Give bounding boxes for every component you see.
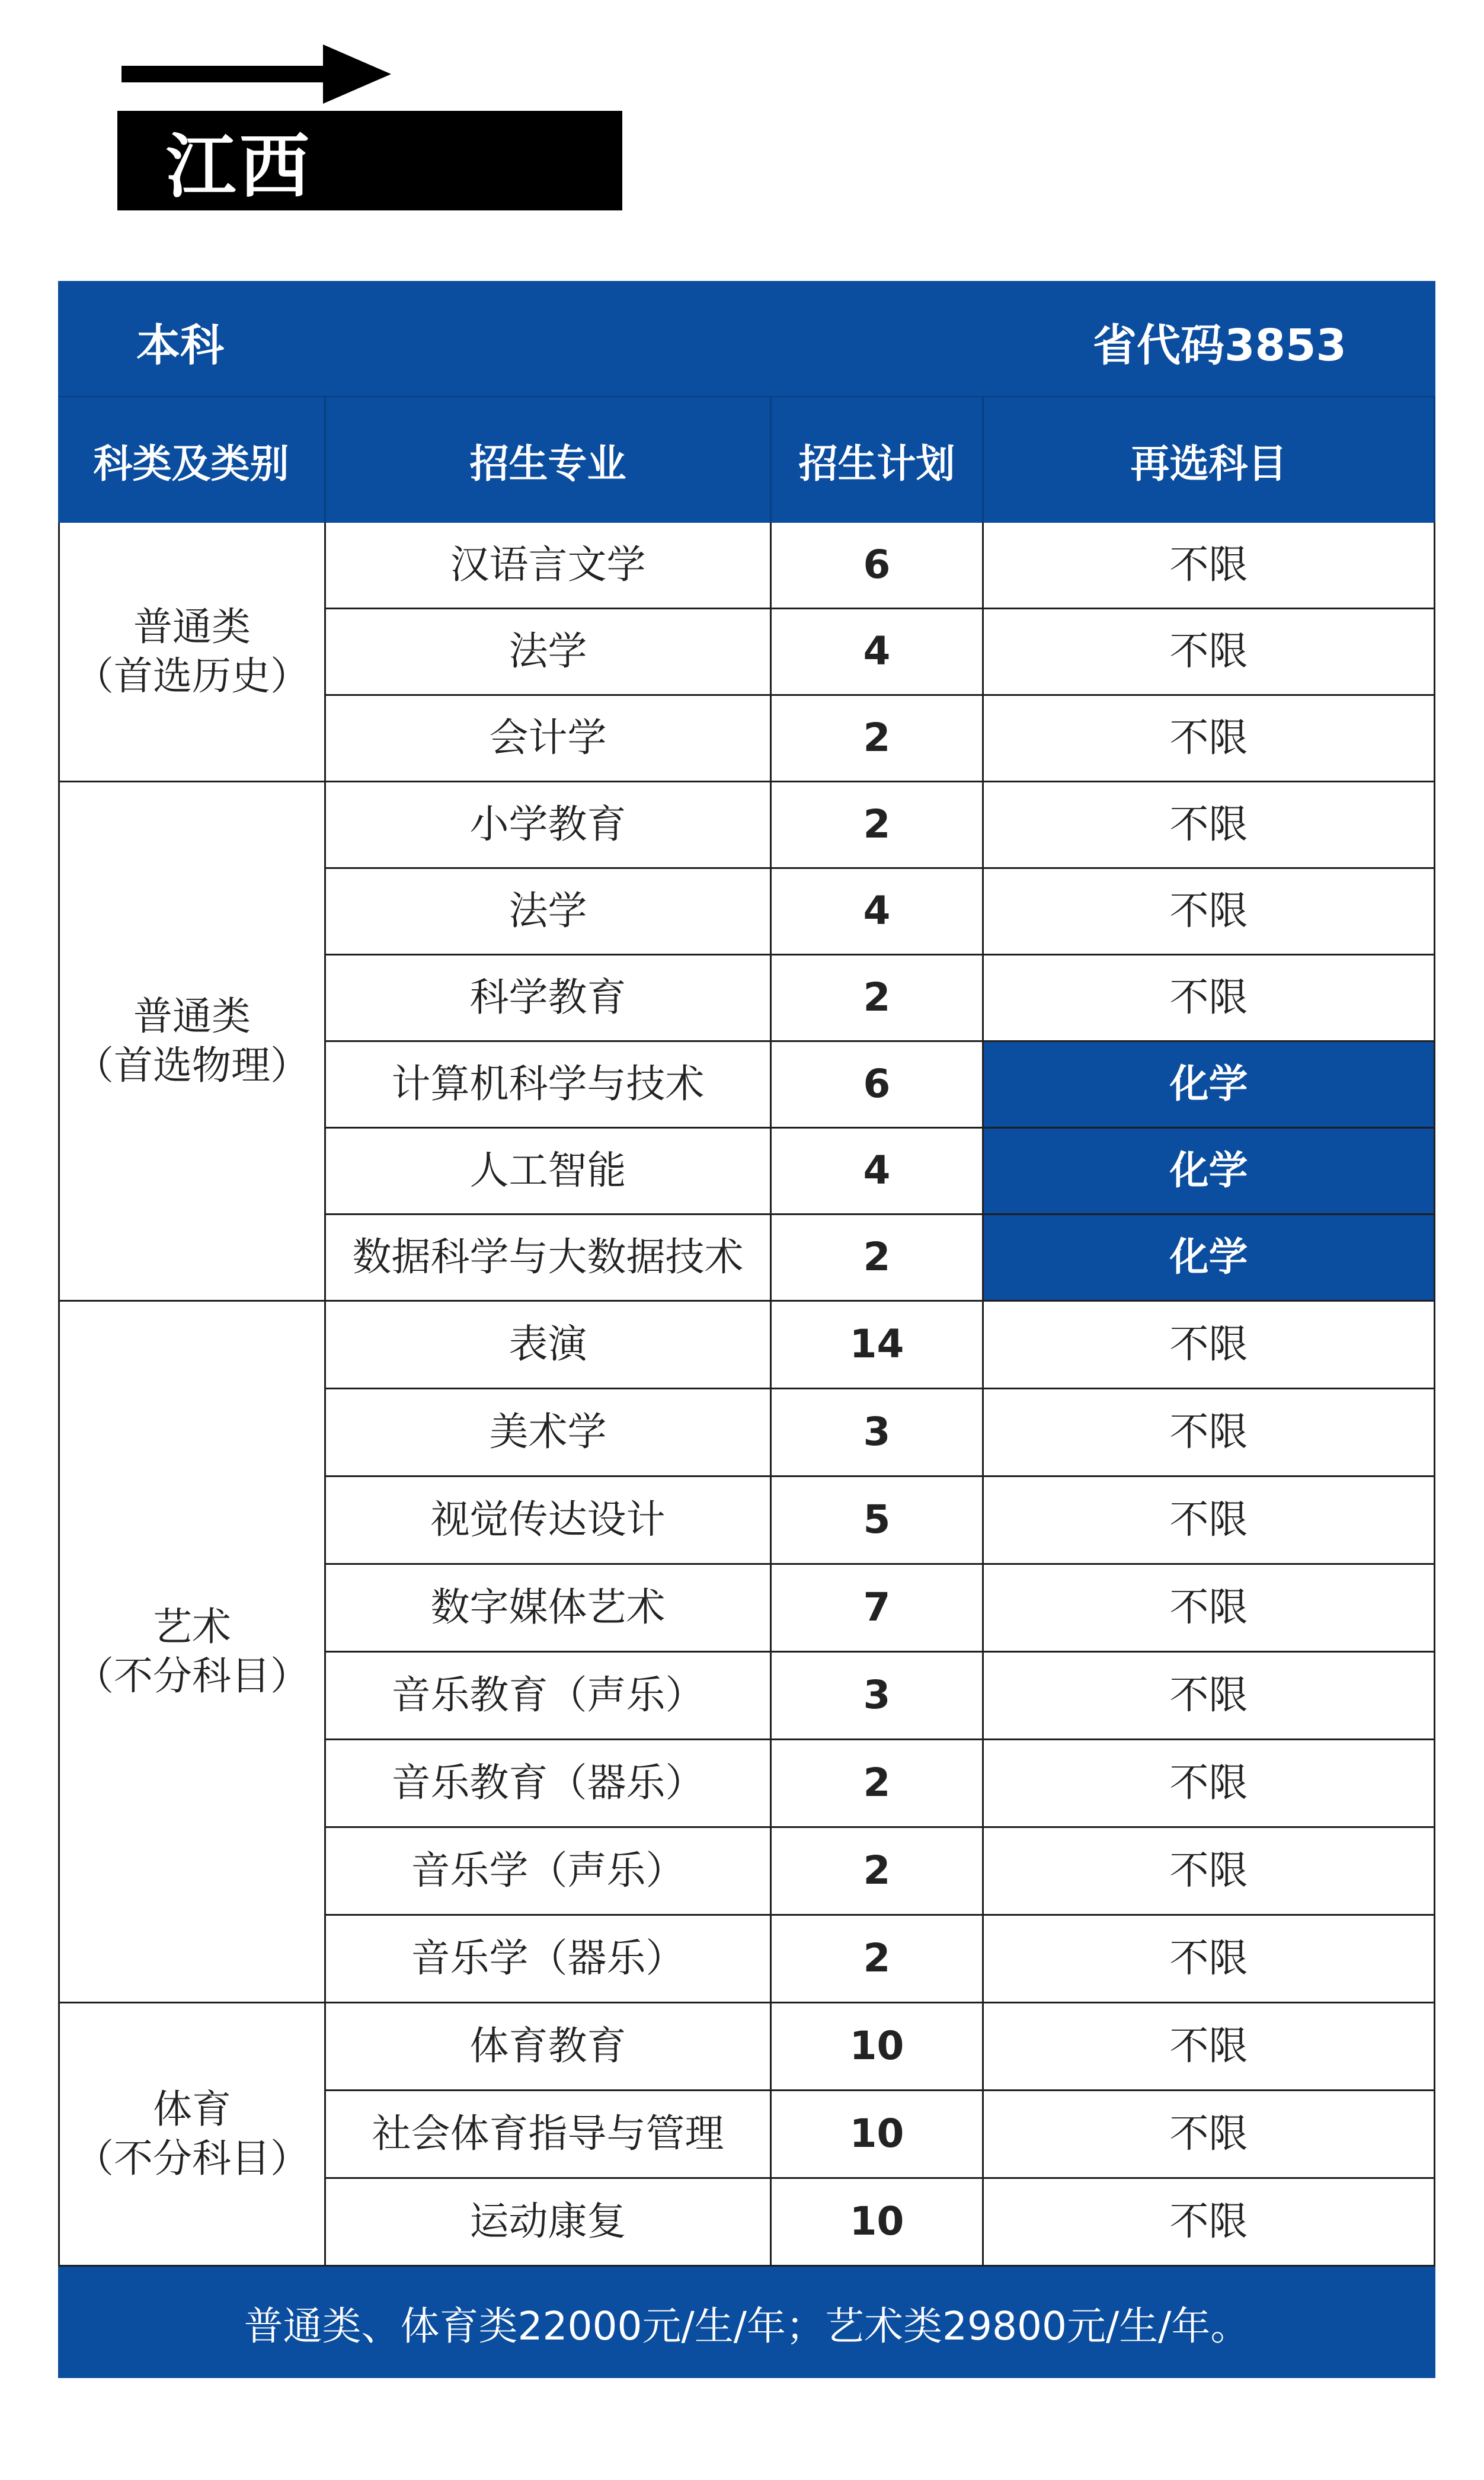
subject-cell: 化学 xyxy=(984,1042,1435,1129)
subject-cell: 不限 xyxy=(984,2003,1435,2091)
province-title: 江西 xyxy=(165,126,313,207)
major-cell: 汉语言文学 xyxy=(326,523,772,609)
subject-cell: 不限 xyxy=(984,1477,1435,1565)
subject-cell: 不限 xyxy=(984,1389,1435,1477)
subject-cell: 不限 xyxy=(984,869,1435,955)
plan-cell: 2 xyxy=(772,1916,984,2003)
subject-cell: 不限 xyxy=(984,782,1435,869)
category-label: 普通类 xyxy=(133,604,251,650)
plan-cell: 2 xyxy=(772,1740,984,1828)
major-cell: 体育教育 xyxy=(326,2003,772,2091)
category-cell xyxy=(58,782,326,1302)
category-label: （不分科目） xyxy=(75,2135,309,2181)
subject-cell: 不限 xyxy=(984,523,1435,609)
category-label: 普通类 xyxy=(133,993,251,1039)
category-label: 体育 xyxy=(153,2086,231,2132)
major-cell: 会计学 xyxy=(326,696,772,782)
subject-cell: 不限 xyxy=(984,2179,1435,2267)
plan-cell: 2 xyxy=(772,1215,984,1302)
category-cell xyxy=(58,1302,326,2003)
plan-cell: 2 xyxy=(772,1828,984,1916)
column-header-plan: 招生计划 xyxy=(772,397,984,523)
column-header-subject: 再选科目 xyxy=(984,397,1435,523)
subject-cell: 不限 xyxy=(984,696,1435,782)
major-cell: 人工智能 xyxy=(326,1129,772,1215)
plan-cell: 4 xyxy=(772,1129,984,1215)
plan-cell: 2 xyxy=(772,696,984,782)
plan-cell: 6 xyxy=(772,523,984,609)
subject-cell: 不限 xyxy=(984,1740,1435,1828)
major-cell: 表演 xyxy=(326,1302,772,1389)
major-cell: 社会体育指导与管理 xyxy=(326,2091,772,2179)
subject-cell: 不限 xyxy=(984,609,1435,696)
major-cell: 运动康复 xyxy=(326,2179,772,2267)
plan-cell: 10 xyxy=(772,2179,984,2267)
major-cell: 科学教育 xyxy=(326,955,772,1042)
category-label: 艺术 xyxy=(153,1604,231,1650)
subject-cell: 不限 xyxy=(984,955,1435,1042)
plan-cell: 4 xyxy=(772,869,984,955)
subject-cell: 不限 xyxy=(984,1302,1435,1389)
table-top-bar xyxy=(58,281,1435,397)
arrow-right-icon xyxy=(121,41,391,107)
category-label: （不分科目） xyxy=(75,1653,309,1699)
column-header-major: 招生专业 xyxy=(326,397,772,523)
plan-cell: 7 xyxy=(772,1565,984,1653)
table-grid xyxy=(58,397,1435,2267)
major-cell: 数字媒体艺术 xyxy=(326,1565,772,1653)
major-cell: 音乐教育（声乐） xyxy=(326,1653,772,1740)
major-cell: 小学教育 xyxy=(326,782,772,869)
major-cell: 法学 xyxy=(326,869,772,955)
column-header-category: 科类及类别 xyxy=(58,397,326,523)
major-cell: 音乐教育（器乐） xyxy=(326,1740,772,1828)
category-label: （首选历史） xyxy=(75,653,309,699)
plan-cell: 10 xyxy=(772,2003,984,2091)
plan-cell: 3 xyxy=(772,1653,984,1740)
plan-cell: 10 xyxy=(772,2091,984,2179)
subject-cell: 不限 xyxy=(984,1565,1435,1653)
subject-cell: 化学 xyxy=(984,1129,1435,1215)
subject-cell: 不限 xyxy=(984,1916,1435,2003)
plan-cell: 6 xyxy=(772,1042,984,1129)
province-title-banner xyxy=(117,111,622,210)
enrollment-table xyxy=(58,281,1435,2378)
subject-cell: 化学 xyxy=(984,1215,1435,1302)
major-cell: 计算机科学与技术 xyxy=(326,1042,772,1129)
plan-cell: 2 xyxy=(772,955,984,1042)
subject-cell: 不限 xyxy=(984,1653,1435,1740)
plan-cell: 3 xyxy=(772,1389,984,1477)
province-code: 省代码3853 xyxy=(1093,320,1347,371)
tuition-footer: 普通类、体育类22000元/生/年；艺术类29800元/生/年。 xyxy=(58,2267,1435,2378)
major-cell: 法学 xyxy=(326,609,772,696)
major-cell: 音乐学（器乐） xyxy=(326,1916,772,2003)
subject-cell: 不限 xyxy=(984,1828,1435,1916)
plan-cell: 14 xyxy=(772,1302,984,1389)
category-label: （首选物理） xyxy=(75,1042,309,1088)
major-cell: 视觉传达设计 xyxy=(326,1477,772,1565)
major-cell: 美术学 xyxy=(326,1389,772,1477)
major-cell: 数据科学与大数据技术 xyxy=(326,1215,772,1302)
subject-cell: 不限 xyxy=(984,2091,1435,2179)
major-cell: 音乐学（声乐） xyxy=(326,1828,772,1916)
plan-cell: 2 xyxy=(772,782,984,869)
plan-cell: 5 xyxy=(772,1477,984,1565)
category-cell xyxy=(58,2003,326,2267)
plan-cell: 4 xyxy=(772,609,984,696)
level-label: 本科 xyxy=(136,320,224,371)
category-cell xyxy=(58,523,326,782)
